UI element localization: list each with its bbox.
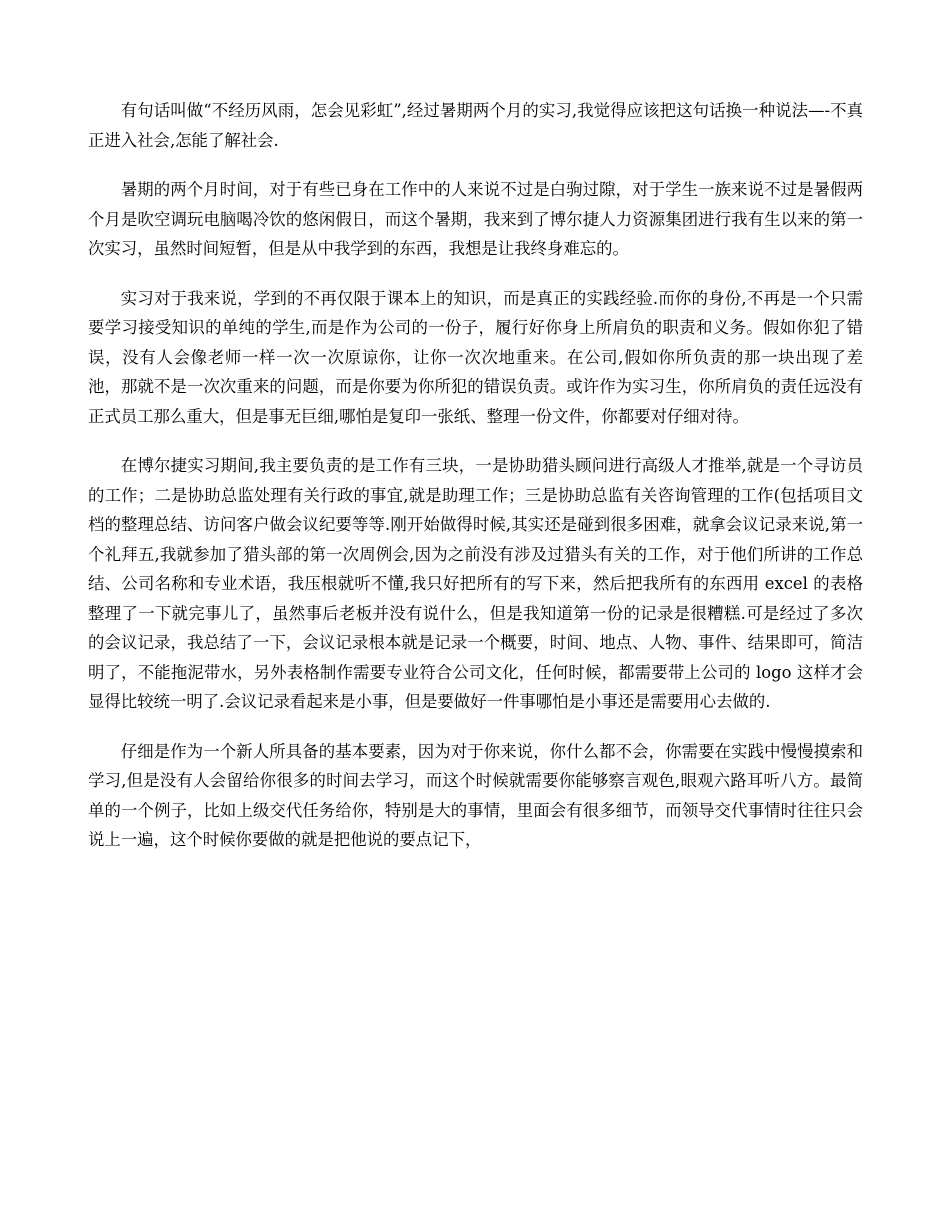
paragraph-carefulness: 仔细是作为一个新人所具备的基本要素，因为对于你来说，你什么都不会，你需要在实践中慢慢摸索和学习,但是没有人会留给你很多的时间去学习，而这个时候就需要你能够察言观色,眼观六路耳听八方。最简单的一个例子，比如上级交代任务给你，特别是大的事情，里面会有很多细节，而领导交代事情时往往只会说上一遍，这个时候你要做的就是把他说的要点记下， (88, 741, 863, 849)
paragraph-job-duties: 在博尔捷实习期间,我主要负责的是工作有三块，一是协助猎头顾问进行高级人才推举,就是一个寻访员的工作；二是协助总监处理有关行政的事宜,就是助理工作；三是协助总监有关咨询管理的工作(包括项目文档的整理总结、访问客户做会议纪要等等.刚开始做得时候,其实还是碰到很多困难，就拿会议记录来说,第一个礼拜五,我就参加了猎头部的第一次周例会,因为之前没有涉及过猎头有关的工作，对于他们所讲的工作总结、公司名称和专业术语，我压根就听不懂,我只好把所有的写下来，然后把我所有的东西用 excel 的表格整理了一下就完事儿了，虽然事后老板并没有说什么，但是我知道第一份的记录是很糟糕.可是经过了多次的会议记录，我总结了一下，会议记录根本就是记录一个概要，时间、地点、人物、事件、结果即可，简洁明了，不能拖泥带水，另外表格制作需要专业符合公司文化，任何时候，都需要带上公司的 logo 这样才会显得比较统一明了.会议记录看起来是小事，但是要做好一件事哪怕是小事还是需要用心去做的. (88, 456, 863, 711)
document-page (88, 96, 863, 855)
paragraph-intro: 有句话叫做“不经历风雨，怎会见彩虹”,经过暑期两个月的实习,我觉得应该把这句话换一种说法—-不真正进入社会,怎能了解社会. (88, 101, 863, 150)
paragraph-practical-experience: 实习对于我来说，学到的不再仅限于课本上的知识，而是真正的实践经验.而你的身份,不再是一个只需要学习接受知识的单纯的学生,而是作为公司的一份子，履行好你身上所肩负的职责和义务。假如你犯了错误，没有人会像老师一样一次一次原谅你，让你一次次地重来。在公司,假如你所负责的那一块出现了差池，那就不是一次次重来的问题，而是你要为你所犯的错误负责。或许作为实习生，你所肩负的责任远没有正式员工那么重大，但是事无巨细,哪怕是复印一张纸、整理一份文件，你都要对仔细对待。 (88, 288, 863, 426)
paragraph-summer-internship: 暑期的两个月时间，对于有些已身在工作中的人来说不过是白驹过隙，对于学生一族来说不过是暑假两个月是吹空调玩电脑喝冷饮的悠闲假日，而这个暑期，我来到了博尔捷人力资源集团进行我有生以来的第一次实习，虽然时间短暂，但是从中我学到的东西，我想是让我终身难忘的。 (88, 180, 863, 258)
